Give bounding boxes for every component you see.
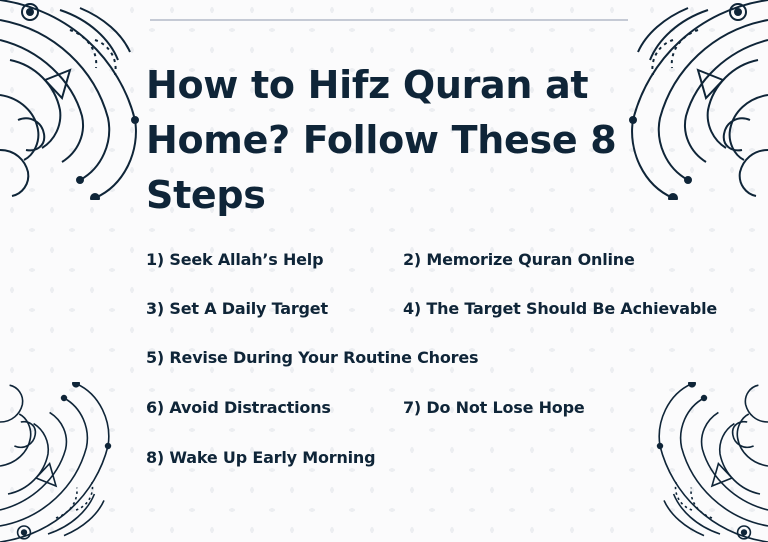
step-item-2: 2) Memorize Quran Online xyxy=(403,250,635,269)
floral-ornament-icon xyxy=(0,0,150,200)
step-item-5: 5) Revise During Your Routine Chores xyxy=(146,348,479,367)
step-item-8: 8) Wake Up Early Morning xyxy=(146,448,376,467)
step-item-3: 3) Set A Daily Target xyxy=(146,299,328,318)
top-divider xyxy=(150,19,628,21)
step-item-4: 4) The Target Should Be Achievable xyxy=(403,299,718,318)
page-title: How to Hifz Quran at Home? Follow These 8 Steps xyxy=(146,63,617,217)
step-item-6: 6) Avoid Distractions xyxy=(146,398,331,417)
floral-ornament-icon xyxy=(648,382,768,542)
floral-ornament-icon xyxy=(0,382,120,542)
step-item-1: 1) Seek Allah’s Help xyxy=(146,250,324,269)
step-item-7: 7) Do Not Lose Hope xyxy=(403,398,585,417)
